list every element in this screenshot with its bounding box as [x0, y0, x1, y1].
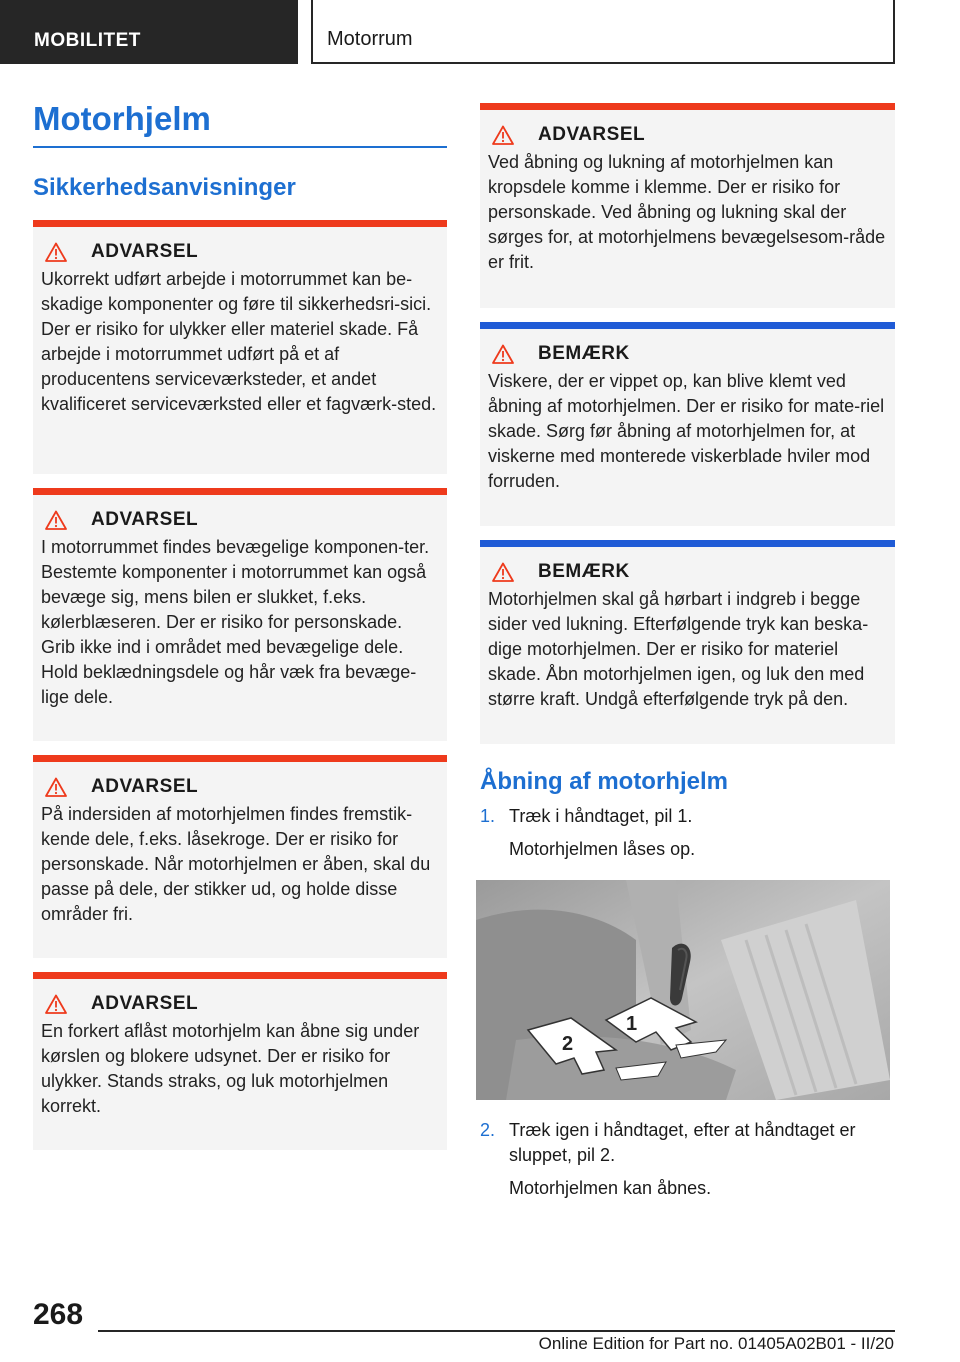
footer-edition: Online Edition for Part no. 01405A02B01 - II/20 [538, 1334, 894, 1353]
step-text: Træk i håndtaget, pil 1. [509, 806, 693, 826]
svg-text:1: 1 [626, 1013, 638, 1035]
section-title: Åbning af motorhjelm [480, 768, 728, 795]
box-text: Motorhjelmen skal gå hørbart i indgreb i begge sider ved lukning. Efterfølgende tryk kan beska-dige motorhjelmen. Der er risiko for materiel skade. Åbn motorhjelmen igen, og luk den med større kraft. Undgå efterfølgende tryk på den. [488, 589, 869, 709]
box-label: BEMÆRK [538, 561, 630, 582]
box-text: Ved åbning og lukning af motorhjelmen kan kropsdele komme i klemme. Der er risiko for personskade. Ved åbning og lukning skal der sørges for, at motorhjelmens bevægelsesom-råde er frit. [488, 152, 886, 272]
step-result: Motorhjelmen kan åbnes. [509, 1178, 712, 1198]
step-text: Træk igen i håndtaget, efter at håndtaget er sluppet, pil 2. [509, 1120, 856, 1165]
box-label: ADVARSEL [91, 993, 199, 1014]
warning-triangle-icon [45, 510, 67, 530]
hood-release-drawing [476, 880, 890, 1100]
box-text: Viskere, der er vippet op, kan blive klemt ved åbning af motorhjelmen. Der er risiko for mate-riel skade. Sørg før åbning af motorhjelmen for, at viskerne med monterede viskerblade hviler mod forruden. [488, 371, 885, 491]
box-text: En forkert aflåst motorhjelm kan åbne sig under kørslen og blokere udsynet. Der er risiko for ulykker. Stands straks, og luk motorhjelmen korrekt. [41, 1021, 420, 1116]
box-text: Ukorrekt udført arbejde i motorrummet kan be-skadige komponenter og føre til sikkerhedsri-sici. Der er risiko for ulykker eller materiel skade. Få arbejde i motorrummet udført på et af producentens serviceværksteder, et andet kvalificeret serviceværksted eller et fagværk-sted. [41, 269, 437, 414]
warning-triangle-icon [45, 994, 67, 1014]
step-result: Motorhjelmen låses op. [509, 839, 696, 859]
footer-divider [98, 1330, 895, 1332]
step-number: 2. [480, 1120, 496, 1140]
warning-triangle-icon [45, 242, 67, 262]
right-column [480, 103, 895, 1201]
hood-release-illustration [476, 880, 890, 1100]
warning-triangle-icon [45, 777, 67, 797]
warning-box [480, 103, 895, 308]
note-box [480, 540, 895, 744]
box-label: ADVARSEL [91, 509, 199, 530]
warning-triangle-icon [492, 344, 514, 364]
box-text: På indersiden af motorhjelmen findes fremstik-kende dele, f.eks. låsekroge. Der er risiko for personskade. Når motorhjelmen er åben, skal du passe på dele, der stikker ud, og holde disse områder fri. [41, 804, 431, 924]
page-number: 268 [33, 1298, 84, 1331]
svg-text:2: 2 [562, 1033, 574, 1055]
header-chapter: Motorrum [311, 0, 895, 64]
box-label: ADVARSEL [91, 776, 199, 797]
warning-triangle-icon [492, 562, 514, 582]
box-label: BEMÆRK [538, 343, 630, 364]
section-subtitle: Sikkerhedsanvisninger [33, 174, 296, 201]
list-item [480, 1118, 895, 1168]
page-title: Motorhjelm [33, 96, 447, 148]
left-column [33, 96, 447, 1164]
warning-box [33, 220, 447, 474]
header-section: MOBILITET [0, 0, 298, 64]
warning-triangle-icon [492, 125, 514, 145]
warning-box [33, 972, 447, 1150]
list-item [480, 804, 895, 829]
steps-list [480, 804, 895, 1201]
step-number: 1. [480, 806, 496, 826]
warning-box [33, 488, 447, 741]
box-label: ADVARSEL [538, 124, 646, 145]
note-box [480, 322, 895, 526]
box-text: I motorrummet findes bevægelige komponen-ter. Bestemte komponenter i motorrummet kan også bevæge sig, mens bilen er slukket, f.eks. kølerblæseren. Der er risiko for personskade. Grib ikke ind i området med bevægelige dele. Hold beklædningsdele og hår væk fra bevæge-lige dele. [41, 537, 430, 707]
box-label: ADVARSEL [91, 241, 199, 262]
warning-box [33, 755, 447, 958]
